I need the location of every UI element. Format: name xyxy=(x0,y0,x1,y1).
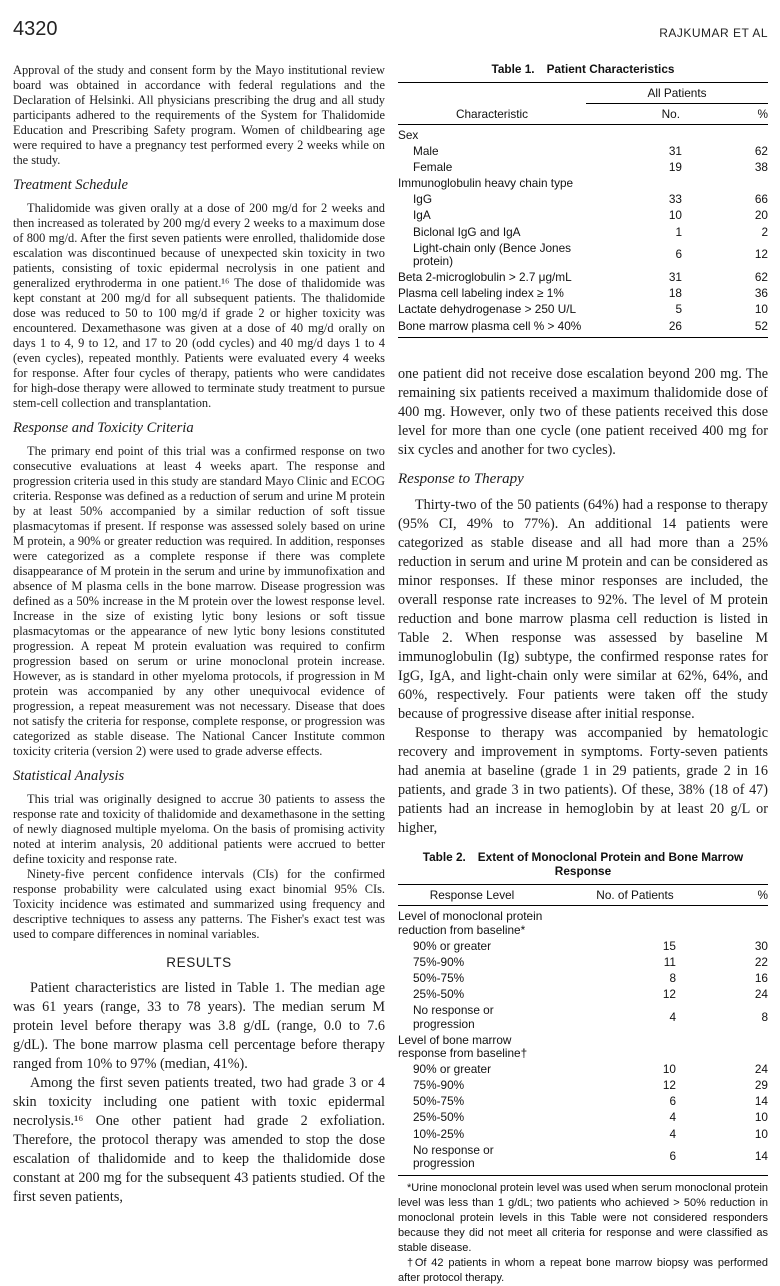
table-cell-pct: 10 xyxy=(754,1110,768,1125)
table2-title-label: Table 2. xyxy=(422,850,466,865)
paragraph-treatment-schedule: Thalidomide was given orally at a dose of 200 mg/d for 2 weeks and then increased as tolerated by 200 mg/d every 2 weeks to a maximum dose of 800 mg/d. After the first seven patients were enrolled, thalidomide dose escalation was discontinued because of unexpected skin toxicity in two patients, consisting of toxic epidermal necrolysis in one patient and generalized erythroderma in one patient.¹⁶ The dose of thalidomide was kept constant at 200 mg/d for all subsequent patients. The thalidomide dose was reduced to 50 to 100 mg/d if grade 2 or higher toxicity was encountered. Dexamethasone was given at a dose of 40 mg/d orally on days 1 to 4, 9 to 12, and 17 to 20 (odd cycles) and 40 mg/d days 1 to 4 (even cycles), repeated monthly. Patients were evaluated every 4 weeks for response. After four cycles of therapy, patients who were candidates for high-dose therapy were allowed to terminate study treatment to pursue stem-cell collection and transplantation. xyxy=(13,201,385,410)
paragraph-response-toxicity-criteria: The primary end point of this trial was a confirmed response on two consecutive evaluations at least 4 weeks apart. The response and progression criteria used in this study are standard Mayo Clinic and ECOG criteria. Response was defined as a reduction of serum and urine M protein by at least 50% accompanied by a similar reduction of soft tissue plasmacytomas if present. If response was assessed solely based on urine M protein, a 90% or greater reduction was required. In addition, responses were categorized as a complete response if there was complete disappearance of M protein in the serum and urine by immunofixation and absence of M plasma cells in the bone marrow. Disease progression was defined as a 50% increase in the M protein over the lowest response level. Increase in the size of existing lytic bony lesions or soft tissue plasmacytomas or the appearance of new lytic bony lesions constituted progression. A repeat M protein evaluation was required to confirm progression based on serum or urine monoclonal protein increase. However, as is standard in other myeloma protocols, if progression in M protein was accompanied by any other unequivocal evidence of progression, a repeat measurement was not necessary. Disease that does not satisfy the criteria for response, complete response, or progression was categorized as stable disease. The National Cancer Institute common toxicity criteria (version 2) were used to grade adverse effects. xyxy=(13,444,385,758)
table-cell-label: 90% or greater xyxy=(413,1062,492,1077)
table-cell-pct xyxy=(724,125,768,144)
table-cell-no: 8 xyxy=(669,970,676,985)
table-cell-label: Light-chain only (Bence Jones protein) xyxy=(413,240,572,269)
table-cell-pct xyxy=(724,1032,768,1062)
table-cell-label: Plasma cell labeling index ≥ 1% xyxy=(398,286,564,301)
table-cell-pct: 16 xyxy=(754,970,768,985)
table-cell-label: 75%-90% xyxy=(413,1078,465,1093)
table2 xyxy=(398,884,768,1176)
paragraph-results-2: Among the first seven patients treated, two had grade 3 or 4 skin toxicity including one patient with toxic epidermal necrolysis.¹⁶ One other patient had grade 2 exfoliation. Therefore, the protocol therapy was amended to stop the dose escalation of thalidomide and to keep the thalidomide dose constant at 200 mg for the subsequent 43 patients studied. Of the first seven patients, xyxy=(13,1075,385,1205)
table-cell-no: 4 xyxy=(669,1110,676,1125)
table-cell-label: Male xyxy=(413,144,439,159)
table1-patient-characteristics xyxy=(398,62,768,338)
table1-empty-header-cell xyxy=(398,83,586,104)
table-cell-no: 4 xyxy=(669,1009,676,1024)
table-cell-pct: 2 xyxy=(761,224,768,239)
table-cell-label: Sex xyxy=(398,128,419,142)
table-cell-label: Beta 2-microglobulin > 2.7 μg/mL xyxy=(398,270,572,285)
table-cell-pct: 30 xyxy=(754,938,768,953)
table2-footnote-dagger: †Of 42 patients in whom a repeat bone marrow biopsy was performed after protocol therapy. xyxy=(398,1256,768,1284)
table-cell-no xyxy=(586,125,724,144)
table-cell-label: 75%-90% xyxy=(413,954,465,969)
table-cell-pct: 20 xyxy=(754,208,768,223)
table-cell-label: Female xyxy=(413,160,453,175)
table-cell-label: Immunoglobulin heavy chain type xyxy=(398,176,574,191)
section-heading-results: RESULTS xyxy=(166,955,232,970)
right-column xyxy=(398,62,768,1286)
table-cell-no xyxy=(546,906,724,939)
table-row xyxy=(398,240,768,270)
table-cell-no: 4 xyxy=(669,1126,676,1141)
table-cell-pct: 14 xyxy=(754,1149,768,1164)
table-row xyxy=(398,125,768,144)
table-cell-label: Lactate dehydrogenase > 250 U/L xyxy=(398,302,577,317)
table-cell-pct: 12 xyxy=(754,247,768,262)
table-cell-no: 5 xyxy=(675,302,682,317)
table-cell-pct: 66 xyxy=(754,192,768,207)
table1-title-text: Patient Characteristics xyxy=(546,62,675,76)
table-cell-pct: 29 xyxy=(754,1078,768,1093)
table1-col-pct: % xyxy=(724,104,768,125)
table-cell-no: 12 xyxy=(662,986,676,1001)
table-cell-no: 26 xyxy=(668,318,682,333)
page-number: 4320 xyxy=(13,18,58,40)
section-heading-treatment-schedule: Treatment Schedule xyxy=(13,177,128,193)
table1-title xyxy=(398,62,768,76)
table-cell-label: 50%-75% xyxy=(413,1094,465,1109)
table-cell-no: 10 xyxy=(668,208,682,223)
table-row xyxy=(398,192,768,208)
table-cell-no: 15 xyxy=(662,938,676,953)
paragraph-statistical-2: Ninety-five percent confidence intervals (CIs) for the confirmed response probability were calculated using exact binomial 95% CIs. Toxicity incidence was estimated and summarized using frequency and descriptive techniques to assess any patterns. The Fisher's exact test was used to compare differences in nominal variables. xyxy=(13,867,385,941)
table-cell-label: No response or progression xyxy=(413,1003,494,1031)
paragraph-statistical-1: This trial was originally designed to accrue 30 patients to assess the response rate and toxicity of thalidomide and dexamethasone in the setting of newly diagnosed multiple myeloma. On the basis of promising activity noted at interim analysis, 20 additional patients were accrued to better define toxicity and response rate. xyxy=(13,792,385,866)
table-cell-no: 11 xyxy=(663,954,676,969)
paragraph-dose-continuation: one patient did not receive dose escalation beyond 200 mg. The remaining six patients received a maximum thalidomide dose of 400 mg. However, only two of these patients received this dose level for more than one cycle (one patient received 400 mg for six cycles and another for two cycles). xyxy=(398,366,768,459)
running-head: RAJKUMAR ET AL xyxy=(659,26,768,40)
table1-col-characteristic: Characteristic xyxy=(398,104,586,125)
table1-span-header: All Patients xyxy=(586,83,768,104)
table-cell-pct xyxy=(724,906,768,939)
table-row xyxy=(398,224,768,240)
table-cell-label: 25%-50% xyxy=(413,1110,465,1125)
table-cell-no: 18 xyxy=(668,286,682,301)
table2-col-response-level: Response Level xyxy=(398,885,546,906)
table-row xyxy=(398,1062,768,1078)
table-cell-no: 1 xyxy=(675,224,682,239)
table2-col-pct: % xyxy=(724,885,768,906)
section-heading-response-toxicity-criteria: Response and Toxicity Criteria xyxy=(13,420,194,436)
table-row xyxy=(398,270,768,286)
table-cell-pct: 36 xyxy=(754,286,768,301)
table-row xyxy=(398,208,768,224)
table-row xyxy=(398,1078,768,1094)
table-cell-label: 25%-50% xyxy=(413,986,465,1001)
paragraph-approval: Approval of the study and consent form by the Mayo institutional review board was obtained in accordance with federal regulations and the Declaration of Helsinki. All physicians prescribing the drug and all study participants adhered to the requirements of the System for Thalidomide Education and Prescribing Safety program. Women of childbearing age were required to have a pregnancy test performed every 2 weeks while on the study. xyxy=(13,63,385,167)
table-cell-pct: 22 xyxy=(754,954,768,969)
table-cell-no: 6 xyxy=(669,1149,676,1164)
table-cell-label: Level of bone marrow response from baseline† xyxy=(398,1032,528,1061)
table-row xyxy=(398,318,768,337)
table-cell-label: 10%-25% xyxy=(413,1126,465,1141)
table-cell-pct: 8 xyxy=(761,1009,768,1024)
section-heading-statistical-analysis: Statistical Analysis xyxy=(13,768,125,784)
table-cell-no: 31 xyxy=(668,270,682,285)
table2-title-text: Extent of Monoclonal Protein and Bone Marrow Response xyxy=(477,850,744,879)
table-row xyxy=(398,286,768,302)
table-row xyxy=(398,906,768,939)
table-cell-no: 19 xyxy=(668,160,682,175)
table-row xyxy=(398,987,768,1003)
table-cell-label: 90% or greater xyxy=(413,938,492,953)
table1 xyxy=(398,82,768,338)
table-cell-no xyxy=(546,1032,724,1062)
table-cell-label: Bone marrow plasma cell % > 40% xyxy=(398,318,582,333)
table-row xyxy=(398,1142,768,1175)
paragraph-results-1: Patient characteristics are listed in Table 1. The median age was 61 years (range, 33 to 78 years). The median serum M protein level before therapy was 3.8 g/dL (range, 0.0 to 7.6 g/dL). The bone marrow plasma cell percentage before therapy ranged from 10% to 97% (median, 41%). xyxy=(13,980,385,1072)
table-cell-no: 10 xyxy=(662,1062,676,1077)
table2-response-extent xyxy=(398,850,768,1286)
table-cell-no: 12 xyxy=(662,1078,676,1093)
paragraph-response-2: Response to therapy was accompanied by hematologic recovery and improvement in symptoms. Forty-seven patients had anemia at baseline (grade 1 in 29 patients, grade 2 in 16 patients, and grade 3 in two patients). Of these, 38% (18 of 47) patients had an increase in hemoglobin by at least 20 g/L or higher, xyxy=(398,725,768,837)
table-row xyxy=(398,938,768,954)
table-cell-label: Level of monoclonal protein reduction from baseline* xyxy=(398,909,543,937)
table1-title-label: Table 1. xyxy=(491,62,535,76)
table-row xyxy=(398,160,768,176)
table-cell-no: 33 xyxy=(668,192,682,207)
table-row xyxy=(398,1110,768,1126)
table-cell-no xyxy=(586,176,724,192)
table-cell-pct: 62 xyxy=(754,270,768,285)
table-cell-label: No response or progression xyxy=(413,1142,494,1171)
table-cell-label: Biclonal IgG and IgA xyxy=(413,224,521,239)
table-row xyxy=(398,302,768,318)
section-heading-response-to-therapy: Response to Therapy xyxy=(398,471,524,488)
table2-footnote-star: *Urine monoclonal protein level was used when serum monoclonal protein level was less than 1 g/dL; two patients who achieved > 50% reduction in monoclonal protein levels in this Table were not considered responders because they did not meet all criteria for response and were classified as stable disease. xyxy=(398,1181,768,1254)
table-row xyxy=(398,176,768,192)
table-row xyxy=(398,144,768,160)
table-cell-pct xyxy=(724,176,768,192)
table-cell-pct: 62 xyxy=(754,144,768,159)
table-cell-no: 6 xyxy=(669,1094,676,1109)
table-cell-label: IgG xyxy=(413,192,433,207)
table-cell-label: 50%-75% xyxy=(413,970,465,985)
table-cell-no: 31 xyxy=(668,144,682,159)
table-row xyxy=(398,1126,768,1142)
table2-title xyxy=(398,850,768,878)
left-column xyxy=(13,63,385,1207)
table-cell-pct: 52 xyxy=(754,318,768,333)
table-cell-pct: 24 xyxy=(754,986,768,1001)
table2-col-no-of-patients: No. of Patients xyxy=(546,885,724,906)
table-cell-pct: 38 xyxy=(754,160,768,175)
table-row xyxy=(398,971,768,987)
table1-col-no: No. xyxy=(586,104,724,125)
table-cell-no: 6 xyxy=(675,247,682,262)
table-cell-pct: 14 xyxy=(754,1094,768,1109)
table-cell-pct: 10 xyxy=(754,302,768,317)
table-row xyxy=(398,1094,768,1110)
table-cell-pct: 10 xyxy=(754,1126,768,1141)
table-row xyxy=(398,954,768,970)
table-cell-label: IgA xyxy=(413,208,431,223)
table-row xyxy=(398,1003,768,1033)
table-cell-pct: 24 xyxy=(754,1062,768,1077)
table-row xyxy=(398,1032,768,1062)
paragraph-response-1: Thirty-two of the 50 patients (64%) had a response to therapy (95% CI, 49% to 77%). An additional 14 patients were categorized as stable disease and all had more than a 25% reduction in serum and urine M protein and can be considered as minor responses. If these minor responses are included, the overall response rate increases to 92%. The level of M protein reduction and bone marrow plasma cell reduction is listed in Table 2. When response was assessed by baseline M immunoglobulin (Ig) subtype, the confirmed response rates for IgG, IgA, and light-chain only were similar at 62%, 64%, and 60%, respectively. Four patients were taken off the study because of progressive disease after initial response. xyxy=(398,497,768,723)
